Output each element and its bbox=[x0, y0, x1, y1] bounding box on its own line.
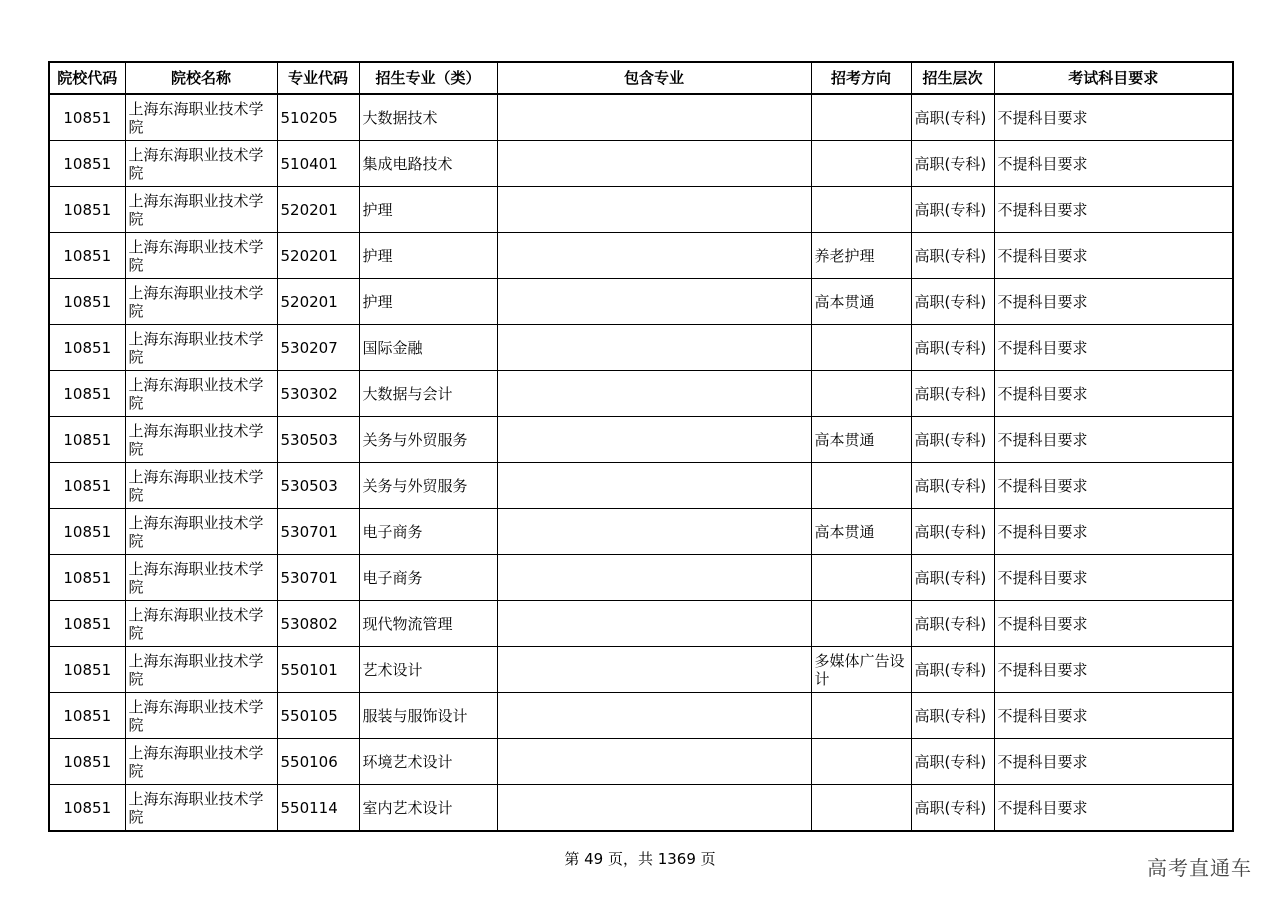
level-cell: 高职(专科) bbox=[911, 141, 994, 187]
level-cell: 高职(专科) bbox=[911, 555, 994, 601]
requirements-cell: 不提科目要求 bbox=[994, 601, 1233, 647]
direction-cell bbox=[811, 463, 911, 509]
major-code-cell: 510205 bbox=[277, 94, 359, 141]
school-name-cell: 上海东海职业技术学院 bbox=[125, 233, 277, 279]
table-row bbox=[49, 785, 1233, 832]
table-row bbox=[49, 555, 1233, 601]
included-majors-cell bbox=[497, 371, 811, 417]
major-code-cell: 530802 bbox=[277, 601, 359, 647]
major-cell: 环境艺术设计 bbox=[359, 739, 497, 785]
level-cell: 高职(专科) bbox=[911, 94, 994, 141]
direction-cell: 高本贯通 bbox=[811, 279, 911, 325]
major-cell: 服装与服饰设计 bbox=[359, 693, 497, 739]
direction-cell bbox=[811, 325, 911, 371]
school-code-cell: 10851 bbox=[49, 371, 125, 417]
major-code-cell: 510401 bbox=[277, 141, 359, 187]
table-row bbox=[49, 601, 1233, 647]
school-code-cell: 10851 bbox=[49, 141, 125, 187]
level-cell: 高职(专科) bbox=[911, 417, 994, 463]
header-requirements: 考试科目要求 bbox=[994, 62, 1233, 94]
included-majors-cell bbox=[497, 785, 811, 832]
requirements-cell: 不提科目要求 bbox=[994, 463, 1233, 509]
school-name-cell: 上海东海职业技术学院 bbox=[125, 693, 277, 739]
school-name-cell: 上海东海职业技术学院 bbox=[125, 187, 277, 233]
included-majors-cell bbox=[497, 417, 811, 463]
table-row bbox=[49, 463, 1233, 509]
requirements-cell: 不提科目要求 bbox=[994, 509, 1233, 555]
major-cell: 电子商务 bbox=[359, 555, 497, 601]
direction-cell bbox=[811, 555, 911, 601]
school-code-cell: 10851 bbox=[49, 94, 125, 141]
major-code-cell: 530503 bbox=[277, 417, 359, 463]
requirements-cell: 不提科目要求 bbox=[994, 647, 1233, 693]
school-code-cell: 10851 bbox=[49, 647, 125, 693]
major-cell: 室内艺术设计 bbox=[359, 785, 497, 832]
table-row bbox=[49, 693, 1233, 739]
major-code-cell: 550105 bbox=[277, 693, 359, 739]
page-number: 第 49 页，共 1369 页 bbox=[564, 850, 716, 868]
major-code-cell: 530207 bbox=[277, 325, 359, 371]
table-row bbox=[49, 233, 1233, 279]
included-majors-cell bbox=[497, 509, 811, 555]
major-code-cell: 550101 bbox=[277, 647, 359, 693]
direction-cell bbox=[811, 739, 911, 785]
level-cell: 高职(专科) bbox=[911, 325, 994, 371]
school-name-cell: 上海东海职业技术学院 bbox=[125, 739, 277, 785]
major-code-cell: 530701 bbox=[277, 509, 359, 555]
level-cell: 高职(专科) bbox=[911, 693, 994, 739]
school-code-cell: 10851 bbox=[49, 739, 125, 785]
level-cell: 高职(专科) bbox=[911, 233, 994, 279]
included-majors-cell bbox=[497, 233, 811, 279]
major-cell: 护理 bbox=[359, 233, 497, 279]
major-code-cell: 530503 bbox=[277, 463, 359, 509]
school-name-cell: 上海东海职业技术学院 bbox=[125, 509, 277, 555]
level-cell: 高职(专科) bbox=[911, 463, 994, 509]
major-code-cell: 550114 bbox=[277, 785, 359, 832]
table-row bbox=[49, 509, 1233, 555]
watermark: 高考直通车 bbox=[1147, 856, 1252, 880]
level-cell: 高职(专科) bbox=[911, 187, 994, 233]
table-row bbox=[49, 325, 1233, 371]
header-direction: 招考方向 bbox=[811, 62, 911, 94]
school-code-cell: 10851 bbox=[49, 555, 125, 601]
major-code-cell: 520201 bbox=[277, 187, 359, 233]
level-cell: 高职(专科) bbox=[911, 509, 994, 555]
school-code-cell: 10851 bbox=[49, 601, 125, 647]
admissions-table bbox=[48, 61, 1234, 832]
school-code-cell: 10851 bbox=[49, 417, 125, 463]
included-majors-cell bbox=[497, 279, 811, 325]
direction-cell bbox=[811, 94, 911, 141]
level-cell: 高职(专科) bbox=[911, 647, 994, 693]
school-name-cell: 上海东海职业技术学院 bbox=[125, 325, 277, 371]
requirements-cell: 不提科目要求 bbox=[994, 785, 1233, 832]
direction-cell: 高本贯通 bbox=[811, 417, 911, 463]
major-code-cell: 520201 bbox=[277, 233, 359, 279]
included-majors-cell bbox=[497, 94, 811, 141]
school-name-cell: 上海东海职业技术学院 bbox=[125, 601, 277, 647]
requirements-cell: 不提科目要求 bbox=[994, 94, 1233, 141]
header-included-majors: 包含专业 bbox=[497, 62, 811, 94]
requirements-cell: 不提科目要求 bbox=[994, 141, 1233, 187]
included-majors-cell bbox=[497, 739, 811, 785]
included-majors-cell bbox=[497, 325, 811, 371]
major-cell: 艺术设计 bbox=[359, 647, 497, 693]
table-body bbox=[49, 94, 1233, 831]
major-code-cell: 530302 bbox=[277, 371, 359, 417]
requirements-cell: 不提科目要求 bbox=[994, 279, 1233, 325]
major-cell: 现代物流管理 bbox=[359, 601, 497, 647]
school-name-cell: 上海东海职业技术学院 bbox=[125, 371, 277, 417]
included-majors-cell bbox=[497, 187, 811, 233]
major-code-cell: 550106 bbox=[277, 739, 359, 785]
school-name-cell: 上海东海职业技术学院 bbox=[125, 279, 277, 325]
school-code-cell: 10851 bbox=[49, 509, 125, 555]
major-code-cell: 520201 bbox=[277, 279, 359, 325]
included-majors-cell bbox=[497, 555, 811, 601]
school-code-cell: 10851 bbox=[49, 325, 125, 371]
header-school-name: 院校名称 bbox=[125, 62, 277, 94]
table-row bbox=[49, 279, 1233, 325]
direction-cell bbox=[811, 141, 911, 187]
included-majors-cell bbox=[497, 647, 811, 693]
header-major: 招生专业（类） bbox=[359, 62, 497, 94]
major-cell: 大数据技术 bbox=[359, 94, 497, 141]
header-row bbox=[49, 62, 1233, 94]
major-cell: 关务与外贸服务 bbox=[359, 463, 497, 509]
major-cell: 护理 bbox=[359, 187, 497, 233]
requirements-cell: 不提科目要求 bbox=[994, 417, 1233, 463]
requirements-cell: 不提科目要求 bbox=[994, 233, 1233, 279]
table-row bbox=[49, 141, 1233, 187]
level-cell: 高职(专科) bbox=[911, 601, 994, 647]
school-code-cell: 10851 bbox=[49, 693, 125, 739]
school-code-cell: 10851 bbox=[49, 785, 125, 832]
header-major-code: 专业代码 bbox=[277, 62, 359, 94]
requirements-cell: 不提科目要求 bbox=[994, 693, 1233, 739]
major-cell: 护理 bbox=[359, 279, 497, 325]
major-cell: 大数据与会计 bbox=[359, 371, 497, 417]
table-row bbox=[49, 739, 1233, 785]
school-code-cell: 10851 bbox=[49, 279, 125, 325]
table-row bbox=[49, 371, 1233, 417]
major-cell: 国际金融 bbox=[359, 325, 497, 371]
direction-cell bbox=[811, 371, 911, 417]
included-majors-cell bbox=[497, 141, 811, 187]
included-majors-cell bbox=[497, 693, 811, 739]
school-name-cell: 上海东海职业技术学院 bbox=[125, 785, 277, 832]
school-name-cell: 上海东海职业技术学院 bbox=[125, 94, 277, 141]
included-majors-cell bbox=[497, 601, 811, 647]
direction-cell: 高本贯通 bbox=[811, 509, 911, 555]
school-name-cell: 上海东海职业技术学院 bbox=[125, 555, 277, 601]
requirements-cell: 不提科目要求 bbox=[994, 739, 1233, 785]
school-name-cell: 上海东海职业技术学院 bbox=[125, 141, 277, 187]
direction-cell bbox=[811, 601, 911, 647]
major-cell: 电子商务 bbox=[359, 509, 497, 555]
level-cell: 高职(专科) bbox=[911, 371, 994, 417]
school-code-cell: 10851 bbox=[49, 463, 125, 509]
school-name-cell: 上海东海职业技术学院 bbox=[125, 647, 277, 693]
school-code-cell: 10851 bbox=[49, 233, 125, 279]
table-row bbox=[49, 417, 1233, 463]
major-cell: 关务与外贸服务 bbox=[359, 417, 497, 463]
header-level: 招生层次 bbox=[911, 62, 994, 94]
requirements-cell: 不提科目要求 bbox=[994, 187, 1233, 233]
school-name-cell: 上海东海职业技术学院 bbox=[125, 417, 277, 463]
level-cell: 高职(专科) bbox=[911, 279, 994, 325]
level-cell: 高职(专科) bbox=[911, 739, 994, 785]
direction-cell bbox=[811, 187, 911, 233]
school-code-cell: 10851 bbox=[49, 187, 125, 233]
direction-cell: 多媒体广告设计 bbox=[811, 647, 911, 693]
major-cell: 集成电路技术 bbox=[359, 141, 497, 187]
table-row bbox=[49, 647, 1233, 693]
major-code-cell: 530701 bbox=[277, 555, 359, 601]
requirements-cell: 不提科目要求 bbox=[994, 555, 1233, 601]
table-row bbox=[49, 94, 1233, 141]
requirements-cell: 不提科目要求 bbox=[994, 325, 1233, 371]
requirements-cell: 不提科目要求 bbox=[994, 371, 1233, 417]
level-cell: 高职(专科) bbox=[911, 785, 994, 832]
table-row bbox=[49, 187, 1233, 233]
direction-cell bbox=[811, 693, 911, 739]
direction-cell bbox=[811, 785, 911, 832]
header-school-code: 院校代码 bbox=[49, 62, 125, 94]
school-name-cell: 上海东海职业技术学院 bbox=[125, 463, 277, 509]
direction-cell: 养老护理 bbox=[811, 233, 911, 279]
included-majors-cell bbox=[497, 463, 811, 509]
